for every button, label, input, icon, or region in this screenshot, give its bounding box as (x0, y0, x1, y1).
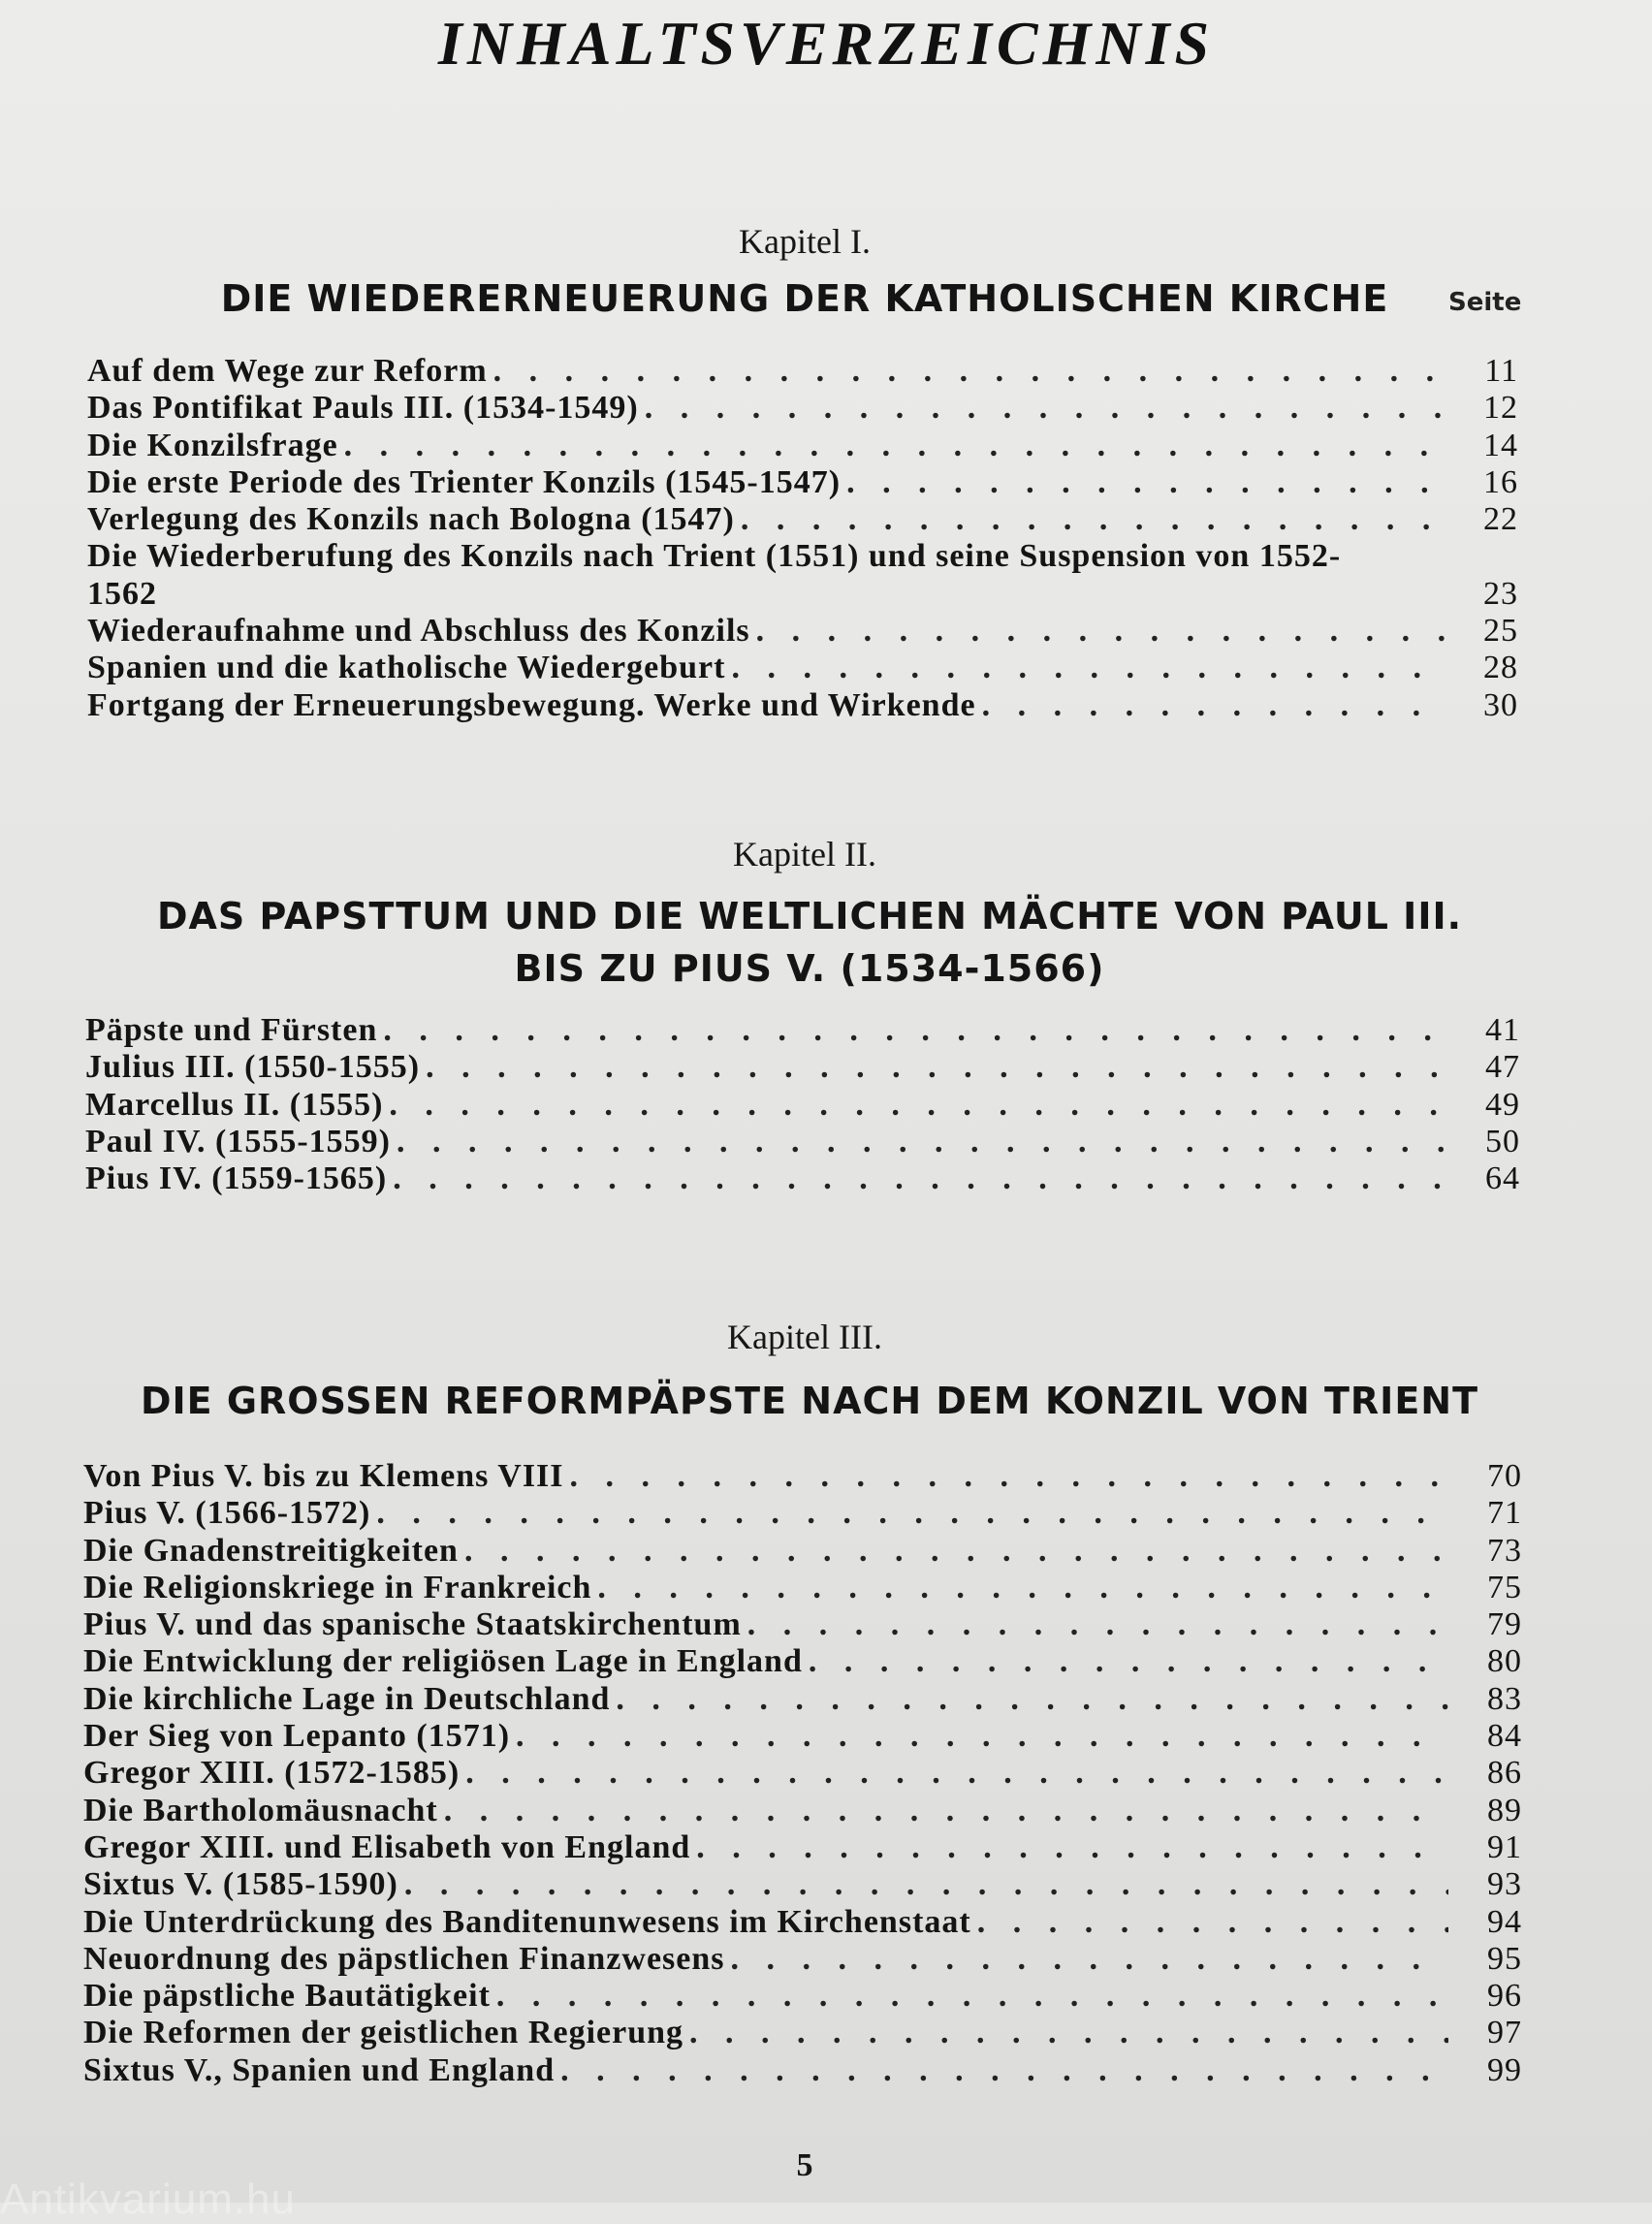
toc-entry-title: Spanien und die katholische Wiedergeburt (87, 650, 726, 686)
leader-dots (741, 501, 1445, 538)
toc-entry-page: 89 (1487, 1792, 1522, 1828)
toc-entry-title: Pius V. und das spanische Staatskirchentum (83, 1606, 742, 1643)
toc-entry-title: Die Konzilsfrage (87, 427, 338, 463)
toc-entry-title: Die erste Periode des Trienter Konzils (1545-1547) (87, 463, 842, 500)
toc-entry-page: 83 (1487, 1680, 1522, 1717)
toc-entry[interactable] (83, 1718, 1522, 1755)
leader-dots (383, 1012, 1446, 1049)
leader-dots (731, 1941, 1448, 1978)
toc-entry-title: Die Bartholomäusnacht (83, 1792, 438, 1828)
chapter-1-title (126, 272, 1483, 325)
toc-entry-title: Päpste und Fürsten (85, 1012, 378, 1048)
toc-entry-title: Gregor XIII. und Elisabeth von England (83, 1828, 691, 1865)
toc-entry[interactable] (83, 1829, 1522, 1866)
toc-entry-page: 75 (1487, 1569, 1522, 1605)
toc-entry-page: 50 (1485, 1123, 1520, 1160)
toc-entry[interactable] (83, 2015, 1522, 2051)
toc-entry[interactable] (83, 2052, 1522, 2089)
toc-entry[interactable] (87, 390, 1518, 427)
toc-entry-title: Pius V. (1566-1572) (83, 1495, 371, 1532)
toc-entry-page: 70 (1487, 1458, 1522, 1494)
leader-dots (516, 1718, 1448, 1755)
toc-entry-page: 11 (1484, 353, 1518, 389)
leader-dots (977, 1904, 1448, 1941)
leader-dots (597, 1570, 1448, 1606)
leader-dots (645, 390, 1445, 427)
leader-dots (570, 1458, 1448, 1495)
toc-entry-page: 80 (1487, 1643, 1522, 1680)
toc-entry[interactable] (83, 1755, 1522, 1792)
chapter-3-title (78, 1375, 1541, 1427)
toc-entry[interactable] (85, 1087, 1520, 1124)
chapter-3-title-line: DIE GROSSEN REFORMPÄPSTE NACH DEM KONZIL VON TRIENT (140, 1380, 1479, 1422)
toc-entry-page: 96 (1487, 1978, 1522, 2015)
toc-entry-page: 73 (1487, 1532, 1522, 1569)
leader-dots (464, 1533, 1448, 1570)
toc-entry[interactable] (87, 428, 1518, 464)
toc-entry-title: Wiederaufnahme und Abschluss des Konzils (87, 613, 750, 650)
leader-dots (344, 428, 1445, 464)
toc-entry[interactable] (87, 353, 1518, 390)
toc-entry-title: Der Sieg von Lepanto (1571) (83, 1718, 511, 1755)
toc-entry[interactable] (87, 687, 1518, 724)
toc-entry[interactable] (85, 1012, 1520, 1049)
toc-entry-page: 41 (1485, 1012, 1520, 1048)
toc-entry[interactable] (83, 1793, 1522, 1829)
toc-entry[interactable] (83, 1495, 1522, 1532)
toc-entry-title: Die Wiederberufung des Konzils nach Trient (1551) und seine Suspension von 1552-1562 (87, 538, 1342, 612)
toc-entry[interactable] (85, 1124, 1520, 1160)
toc-entry[interactable] (83, 1458, 1522, 1495)
toc-entry-title: Die Gnadenstreitigkeiten (83, 1532, 459, 1569)
toc-entry[interactable] (83, 1941, 1522, 1978)
toc-entry-title: Die Reformen der geistlichen Regierung (83, 2015, 684, 2051)
toc-entry-title: Die kirchliche Lage in Deutschland (83, 1680, 611, 1717)
toc-entry-page: 97 (1487, 2015, 1522, 2051)
leader-dots (426, 1049, 1446, 1086)
chapter-1-title-line: DIE WIEDERERNEUERUNG DER KATHOLISCHEN KIRCHE (220, 277, 1389, 320)
toc-entry[interactable] (83, 1904, 1522, 1941)
leader-dots (397, 1124, 1446, 1160)
leader-dots (616, 1681, 1448, 1718)
leader-dots (376, 1495, 1448, 1532)
leader-dots (393, 1160, 1446, 1197)
watermark: Antikvarium.hu (0, 2176, 297, 2223)
toc-entry-page: 22 (1483, 501, 1518, 538)
toc-entry[interactable] (83, 1978, 1522, 2015)
toc-entry-title: Fortgang der Erneuerungsbewegung. Werke und Wirkende (87, 686, 976, 723)
toc-entry-title: Neuordnung des päpstlichen Finanzwesens (83, 1940, 725, 1977)
leader-dots (404, 1866, 1448, 1903)
toc-entry-page: 16 (1483, 463, 1518, 500)
leader-dots (560, 2052, 1448, 2089)
toc-entry[interactable] (83, 1570, 1522, 1606)
toc-entry[interactable] (83, 1681, 1522, 1718)
toc-entry-title: Pius IV. (1559-1565) (85, 1160, 388, 1197)
toc-entry[interactable] (83, 1533, 1522, 1570)
chapter-1-entries (87, 353, 1518, 724)
toc-entry-page: 14 (1483, 427, 1518, 463)
toc-entry-page: 86 (1487, 1755, 1522, 1792)
toc-entry-page: 12 (1483, 390, 1518, 427)
toc-entry-page: 95 (1487, 1940, 1522, 1977)
toc-entry-title: Verlegung des Konzils nach Bologna (1547) (87, 501, 735, 538)
chapter-2-title-line: BIS ZU PIUS V. (1534-1566) (514, 947, 1105, 990)
chapter-3-entries (83, 1458, 1522, 2089)
page-number: 5 (796, 2147, 813, 2183)
leader-dots (809, 1643, 1448, 1680)
toc-entry-page: 47 (1485, 1049, 1520, 1086)
chapter-2-title (78, 890, 1541, 995)
chapter-1-label: Kapitel I. (739, 222, 871, 261)
toc-entry[interactable] (83, 1643, 1522, 1680)
toc-entry-title: Julius III. (1550-1555) (85, 1049, 421, 1086)
toc-entry-title: Paul IV. (1555-1559) (85, 1123, 391, 1160)
leader-dots (696, 1829, 1448, 1866)
toc-entry-title: Von Pius V. bis zu Klemens VIII (83, 1458, 564, 1494)
toc-entry-title: Marcellus II. (1555) (85, 1086, 384, 1123)
toc-entry-title: Sixtus V. (1585-1590) (83, 1866, 398, 1903)
leader-dots (444, 1793, 1448, 1829)
toc-entry[interactable] (83, 1606, 1522, 1643)
toc-entry-page: 91 (1487, 1828, 1522, 1865)
toc-entry-title: Sixtus V., Spanien und England (83, 2051, 556, 2088)
leader-dots (846, 464, 1445, 501)
leader-dots (496, 1978, 1448, 2015)
toc-entry-title: Gregor XIII. (1572-1585) (83, 1755, 461, 1792)
toc-entry-page: 25 (1483, 613, 1518, 650)
toc-entry-title: Die Entwicklung der religiösen Lage in England (83, 1643, 803, 1680)
leader-dots (465, 1755, 1448, 1792)
toc-entry[interactable] (87, 501, 1518, 538)
toc-entry-page: 94 (1487, 1903, 1522, 1940)
leader-dots (689, 2015, 1448, 2051)
toc-entry-page: 28 (1483, 650, 1518, 686)
toc-entry-title: Die päpstliche Bautätigkeit (83, 1978, 491, 2015)
toc-entry[interactable] (87, 650, 1518, 686)
chapter-3-label: Kapitel III. (727, 1318, 882, 1356)
toc-entry[interactable] (87, 464, 1518, 501)
toc-entry-page: 93 (1487, 1866, 1522, 1903)
leader-dots (389, 1087, 1446, 1124)
toc-entry-page: 84 (1487, 1718, 1522, 1755)
toc-entry-title: Die Religionskriege in Frankreich (83, 1569, 592, 1605)
leader-dots (747, 1606, 1448, 1643)
toc-entry[interactable] (87, 538, 1518, 613)
chapter-2-label: Kapitel II. (733, 835, 876, 874)
toc-entry[interactable] (87, 613, 1518, 650)
page-column-label: Seite (1448, 288, 1522, 317)
toc-entry-page: 71 (1487, 1495, 1522, 1532)
leader-dots (756, 613, 1445, 650)
leader-dots (982, 687, 1445, 724)
toc-entry-page: 30 (1483, 686, 1518, 723)
toc-entry[interactable] (83, 1866, 1522, 1903)
chapter-2-title-line: DAS PAPSTTUM UND DIE WELTLICHEN MÄCHTE VON PAUL III. (156, 895, 1463, 937)
toc-entry-page: 99 (1487, 2051, 1522, 2088)
toc-entry[interactable] (85, 1160, 1520, 1197)
toc-entry-page: 49 (1485, 1086, 1520, 1123)
toc-entry-title: Auf dem Wege zur Reform (87, 353, 488, 389)
chapter-2-entries (85, 1012, 1520, 1197)
toc-entry-page: 23 (1483, 575, 1518, 612)
leader-dots (731, 650, 1445, 686)
toc-entry-page: 79 (1487, 1606, 1522, 1643)
toc-entry-title: Das Pontifikat Pauls III. (1534-1549) (87, 390, 639, 427)
toc-entry-page: 64 (1485, 1160, 1520, 1197)
page-title: INHALTSVERZEICHNIS (437, 9, 1215, 78)
toc-entry[interactable] (85, 1049, 1520, 1086)
leader-dots (493, 353, 1445, 390)
toc-entry-title: Die Unterdrückung des Banditenunwesens im Kirchenstaat (83, 1903, 971, 1940)
